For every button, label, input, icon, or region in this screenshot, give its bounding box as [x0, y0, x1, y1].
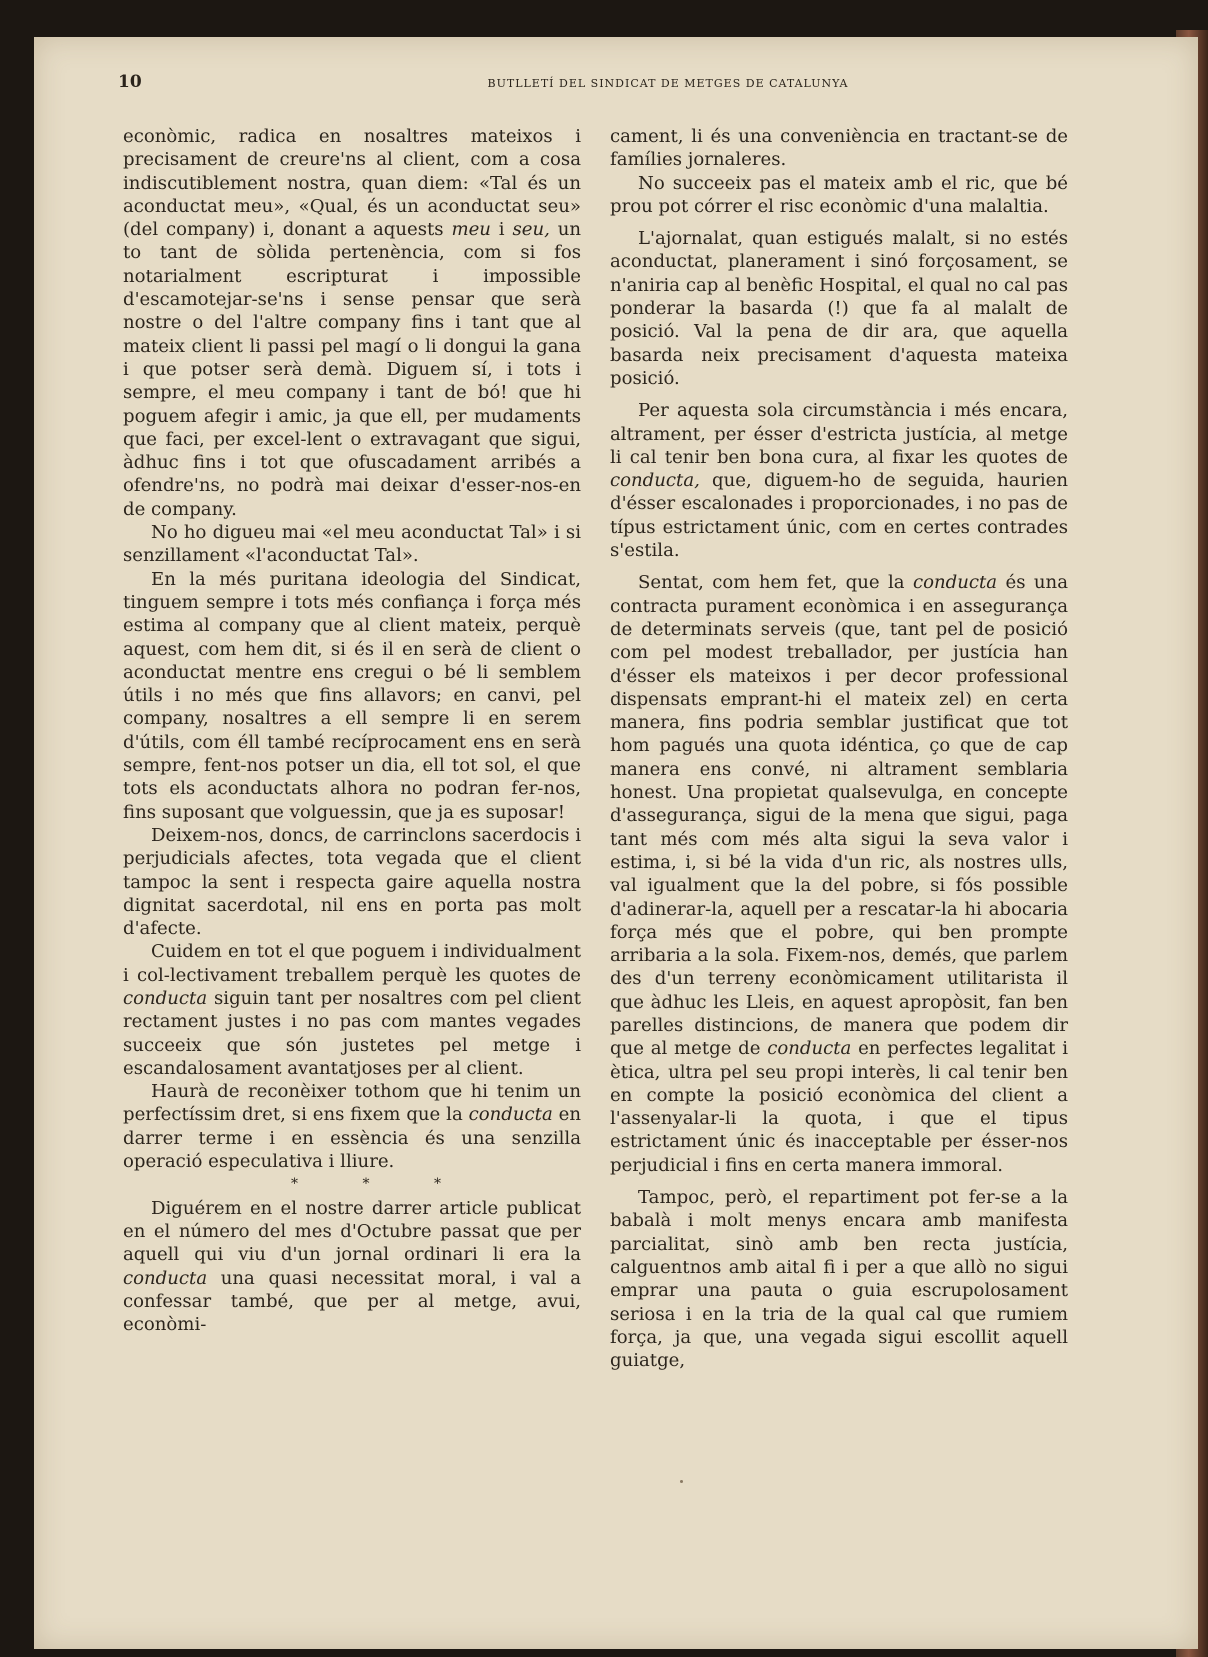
paragraph: Tampoc, però, el repartiment pot fer-se a la babalà i molt menys encara amb manifesta parcialitat, sinò amb ben recta justícia, calguentnos amb aital fi i per a que allò no sigui emprar una pauta o guia escrupolosament seriosa i en la tria de la qual cal que rumiem força, ja que, una vegada sigui escollit aquell guiatge,: [610, 1187, 1068, 1372]
paragraph: En la més puritana ideologia del Sindicat, tinguem sempre i tots més confiança i força més estima al company que al client mateix, perquè aquest, com hem dit, si és il en serà de client o aconductat mentre ens cregui o bé li semblem útils i no més que fins allavors; en canvi, pel company, nosaltres a ell sempre li en serem d'útils, com éll també recíprocament ens en serà sempre, fent-nos potser un dia, ell tot sol, el que tots els aconductats alhora no podran fer-nos, fins suposant que volguessin, que ja es suposar!: [123, 568, 581, 823]
ink-speck: [680, 1480, 683, 1483]
paragraph: L'ajornalat, quan estigués malalt, si no estés aconductat, planerament i sinó forçosament, se n'aniria cap al benèfic Hospital, el qual no cal pas ponderar la basarda (!) que fa al malalt de posició. Val la pena de dir ara, que aquella basarda neix precisament d'aquesta mateixa posició.: [610, 228, 1068, 389]
paragraph: Diguérem en el nostre darrer article publicat en el número del mes d'Octubre passat que per aquell qui viu d'un jornal ordinari li era la conducta una quasi necessitat moral, i val a confessar també, que per al metge, avui, econòmi-: [123, 1197, 581, 1336]
paragraph: Sentat, com hem fet, que la conducta és una contracta purament econòmica i en assegurança de determinats serveis (que, tant pel de posició com pel modest treballador, per justícia han d'ésser els mateixos i per decor professional dispensats emprant-hi el mateix zel) en certa manera, fins podria semblar justificat que tot hom pagués una quota idéntica, ço que de cap manera ens convé, ni altrament semblaria honest. Una propietat qualsevulga, en concepte d'assegurança, sigui de la mena que sigui, paga tant més com més alta sigui la seva valor i estima, i, si bé la vida d'un ric, als nostres ulls, val igualment que la del pobre, si fós possible d'adinerar-la, aquell per a rescatar-la hi abocaria força més que el pobre, qui ben prompte arribaria a la sola. Fixem-nos, demés, que parlem des d'un terreny econòmicament utilitarista il que àdhuc les Lleis, en aquest apropòsit, fan ben parelles distincions, de manera que podem dir que al metge de conducta en perfectes legalitat i ètica, ultra pel seu propi interès, li cal tenir ben en compte la posició econòmica del client a l'assenyalar-li la quota, i que el tipus estrictament únic és inacceptable per ésser-nos perjudicial i fins en certa manera immoral.: [610, 572, 1068, 1176]
paragraph: Haurà de reconèixer tothom que hi tenim un perfectíssim dret, si ens fixem que la conducta en darrer terme i en essència és una senzilla operació especulativa i lliure.: [123, 1081, 581, 1173]
paragraph: Deixem-nos, doncs, de carrinclons sacerdocis i perjudicials afectes, tota vegada que el client tampoc la sent i respecta gaire aquella nostra dignitat sacerdotal, nil ens en porta pas molt d'afecte.: [123, 824, 581, 940]
paragraph: No ho digueu mai «el meu aconductat Tal» i si senzillament «l'aconductat Tal».: [123, 522, 581, 567]
paragraph: Per aquesta sola circumstància i més encara, altrament, per ésser d'estricta justícia, al metge li cal tenir ben bona cura, al fixar les quotes de conducta, que, diguem-ho de seguida, haurien d'ésser escalonades i proporcionades, i no pas de típus estrictament únic, com en certes contrades s'estila.: [610, 400, 1068, 562]
page-number: 10: [118, 72, 142, 92]
paragraph: No succeeix pas el mateix amb el ric, que bé prou pot córrer el risc econòmic d'una malaltia.: [610, 172, 1068, 217]
right-column: [610, 125, 1068, 1372]
page-header: [118, 72, 1068, 95]
left-column: [123, 125, 581, 1336]
section-separator: * * *: [291, 1176, 471, 1193]
paragraph: econòmic, radica en nosaltres mateixos i precisament de creure'ns al client, com a cosa indiscutiblement nostra, quan diem: «Tal és un aconductat meu», «Qual, és un aconductat seu» (del company) i, donant a aquests meu i seu, un to tant de sòlida pertenència, com si fos notarialment escripturat i impossible d'escamotejar-se'ns i sense pensar que serà nostre o del l'altre company fins i tant que al mateix client li passi pel magí o li dongui la gana i que potser serà demà. Diguem sí, i tots i sempre, el meu company i tant de bó! que hi poguem afegir i amic, ja que ell, per mudaments que faci, per excel-lent o extravagant que sigui, àdhuc fins i tot que ofuscadament arribés a ofendre'ns, no podrà mai deixar d'esser-nos-en de company.: [123, 126, 582, 520]
paragraph: Cuidem en tot el que poguem i individualment i col-lectivament treballem perquè les quotes de conducta siguin tant per nosaltres com pel client rectament justes i no pas com mantes vegades succeeix que són justetes pel metge i escandalosament avantatjoses per al client.: [123, 941, 581, 1079]
running-head: BUTLLETÍ DEL SINDICAT DE METGES DE CATALUNYA: [487, 77, 849, 90]
paragraph: cament, li és una conveniència en tractant-se de famílies jornaleres.: [610, 126, 1068, 171]
